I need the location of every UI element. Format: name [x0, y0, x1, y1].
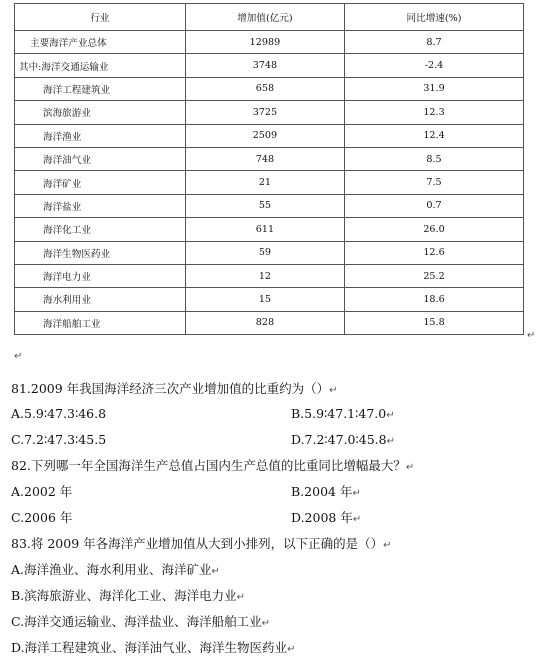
q82-option-a[interactable] [11, 484, 72, 500]
table-row [15, 218, 524, 241]
q82-option-b[interactable] [291, 484, 361, 502]
industry-cell: 滨海旅游业 [15, 101, 186, 124]
q81-option-c[interactable] [11, 432, 106, 448]
value-cell: 15 [185, 288, 344, 311]
industry-cell: 海洋工程建筑业 [15, 77, 186, 100]
option-label: C.2006 年 [11, 510, 73, 525]
question-81 [11, 381, 338, 399]
value-cell: 658 [185, 77, 344, 100]
paragraph-mark: ↵ [236, 592, 246, 603]
industry-cell: 海洋船舶工业 [15, 311, 186, 334]
table-row [15, 101, 524, 124]
header-growth: 同比增速(%) [345, 4, 524, 31]
option-label: B.5.9∶47.1∶47.0 [291, 406, 387, 421]
table-row [15, 171, 524, 194]
growth-cell: 7.5 [345, 171, 524, 194]
option-label: D.7.2∶47.0∶45.8 [291, 432, 387, 447]
question-82 [11, 458, 414, 476]
paragraph-mark: ↵ [329, 385, 338, 396]
question-text: 82.下列哪一年全国海洋生产总值占国内生产总值的比重同比增幅最大？ [11, 458, 406, 473]
q81-option-a[interactable] [11, 406, 106, 422]
question-83 [11, 536, 392, 554]
question-text: 83.将 2009 年各海洋产业增加值从大到小排列，以下正确的是（） [11, 536, 384, 551]
q83-option-d[interactable] [11, 640, 295, 658]
table-row [15, 241, 524, 264]
table-row [15, 194, 524, 217]
growth-cell: 0.7 [345, 194, 524, 217]
value-cell: 2509 [185, 124, 344, 147]
q82-option-c[interactable] [11, 510, 72, 526]
growth-cell: 12.4 [345, 124, 524, 147]
q83-option-c[interactable] [11, 614, 270, 632]
q83-option-a[interactable] [11, 562, 220, 580]
option-label: A.海洋渔业、海水利用业、海洋矿业 [11, 562, 212, 577]
option-label: D.2008 年 [291, 510, 353, 525]
growth-cell: 15.8 [345, 311, 524, 334]
growth-cell: 12.6 [345, 241, 524, 264]
value-cell: 748 [185, 147, 344, 170]
paragraph-mark: ↵ [211, 566, 220, 577]
table-row [15, 31, 524, 54]
value-cell: 828 [185, 311, 344, 334]
q81-option-b[interactable] [291, 406, 395, 424]
table-row [15, 77, 524, 100]
growth-cell: 12.3 [345, 101, 524, 124]
option-label: A.2002 年 [11, 484, 73, 499]
option-label: B.2004 年 [291, 484, 353, 499]
option-label: C.7.2∶47.3∶45.5 [11, 432, 107, 447]
value-cell: 3725 [185, 101, 344, 124]
header-industry: 行业 [15, 4, 186, 31]
paragraph-mark: ↵ [405, 462, 415, 473]
table-row [15, 54, 524, 77]
industry-cell: 海洋生物医药业 [15, 241, 186, 264]
table-body [15, 31, 524, 335]
paragraph-mark: ↵ [352, 514, 362, 525]
industry-cell: 海洋盐业 [15, 194, 186, 217]
growth-cell: 25.2 [345, 264, 524, 287]
industry-cell: 海洋油气业 [15, 147, 186, 170]
table-row [15, 288, 524, 311]
table-row [15, 147, 524, 170]
industry-cell: 海洋化工业 [15, 218, 186, 241]
industry-cell: 其中:海洋交通运输业 [15, 54, 186, 77]
value-cell: 21 [185, 171, 344, 194]
value-cell: 55 [185, 194, 344, 217]
paragraph-mark: ↵ [287, 644, 296, 655]
header-value: 增加值(亿元) [185, 4, 344, 31]
industry-cell: 海水利用业 [15, 288, 186, 311]
growth-cell: -2.4 [345, 54, 524, 77]
table-row [15, 264, 524, 287]
q83-option-b[interactable] [11, 588, 245, 606]
growth-cell: 18.6 [345, 288, 524, 311]
q82-option-d[interactable] [291, 510, 361, 528]
paragraph-mark: ↵ [386, 436, 395, 447]
industry-cell: 海洋矿业 [15, 171, 186, 194]
growth-cell: 31.9 [345, 77, 524, 100]
paragraph-mark: ↵ [386, 410, 395, 421]
industry-cell: 主要海洋产业总体 [15, 31, 186, 54]
paragraph-mark: ↵ [352, 488, 361, 499]
q81-option-d[interactable] [291, 432, 395, 450]
table-header-row [15, 4, 524, 31]
growth-cell: 26.0 [345, 218, 524, 241]
growth-cell: 8.5 [345, 147, 524, 170]
industry-cell: 海洋渔业 [15, 124, 186, 147]
paragraph-mark: ↵ [261, 618, 270, 629]
value-cell: 611 [185, 218, 344, 241]
growth-cell: 8.7 [345, 31, 524, 54]
value-cell: 59 [185, 241, 344, 264]
value-cell: 12 [185, 264, 344, 287]
paragraph-mark: ↵ [383, 540, 392, 551]
blank-paragraph-mark: ↵ [14, 351, 23, 362]
paragraph-mark: ↵ [527, 330, 536, 341]
value-cell: 3748 [185, 54, 344, 77]
question-text: 81.2009 年我国海洋经济三次产业增加值的比重约为（） [11, 381, 330, 396]
option-label: D.海洋工程建筑业、海洋油气业、海洋生物医药业 [11, 640, 288, 655]
industry-cell: 海洋电力业 [15, 264, 186, 287]
option-label: A.5.9∶47.3∶46.8 [11, 406, 107, 421]
value-cell: 12989 [185, 31, 344, 54]
option-label: C.海洋交通运输业、海洋盐业、海洋船舶工业 [11, 614, 262, 629]
marine-industry-table [14, 3, 524, 335]
table-row [15, 311, 524, 334]
table-row [15, 124, 524, 147]
option-label: B.滨海旅游业、海洋化工业、海洋电力业 [11, 588, 237, 603]
